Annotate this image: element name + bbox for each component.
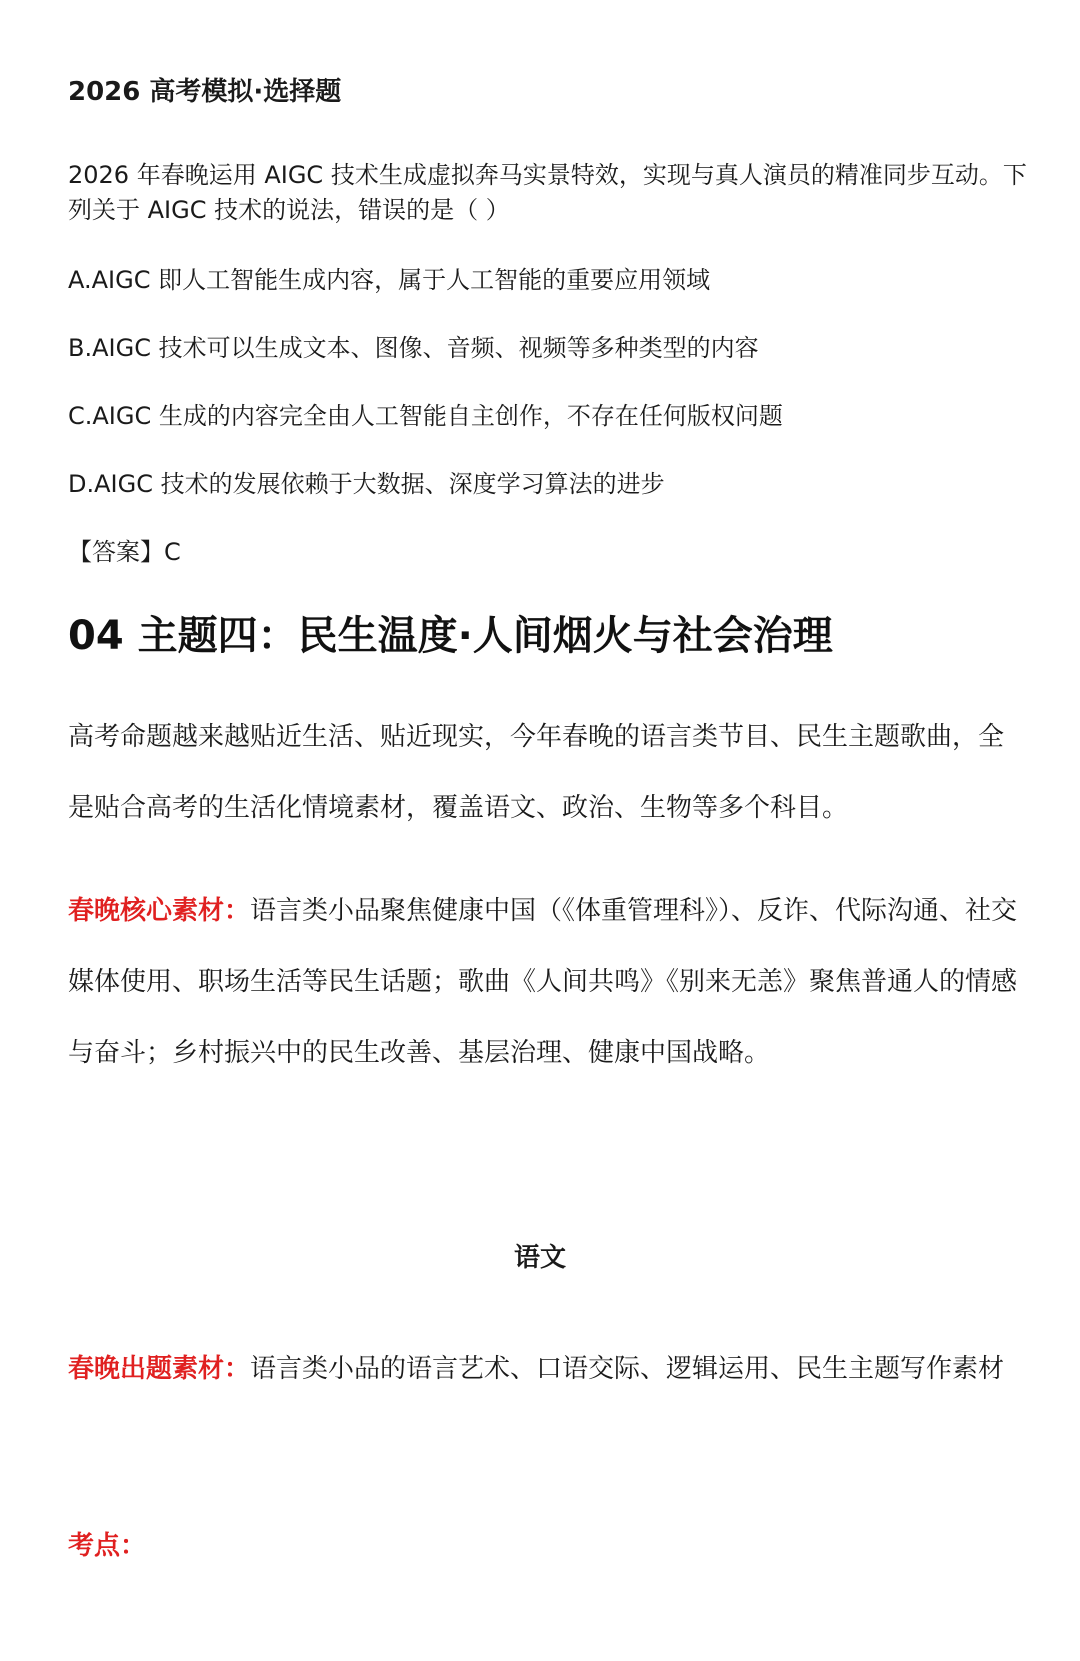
option-b: B.AIGC 技术可以生成文本、图像、音频、视频等多种类型的内容 [68,334,759,362]
subject-heading: 语文 [513,1243,566,1273]
option-c: C.AIGC 生成的内容完全由人工智能自主创作，不存在任何版权问题 [68,402,783,430]
core-material-label: 春晚核心素材： [68,896,251,926]
intro-paragraph: 高考命题越来越贴近生活、贴近现实，今年春晚的语言类节目、民生主题歌曲，全是贴合高考的生活化情境素材，覆盖语文、政治、生物等多个科目。 [68,722,1005,823]
exam-points-label: 考点： [68,1531,147,1561]
option-d: D.AIGC 技术的发展依赖于大数据、深度学习算法的进步 [68,470,665,498]
exam-points-paragraph [68,1526,1028,1566]
exam-material-paragraph [68,1334,1028,1405]
option-a: A.AIGC 即人工智能生成内容，属于人工智能的重要应用领域 [68,266,711,294]
exam-material-text: 语言类小品的语言艺术、口语交际、逻辑运用、民生主题写作素材 [250,1354,1005,1384]
core-material-text: 语言类小品聚焦健康中国（《体重管理科》）、反诈、代际沟通、社交媒体使用、职场生活等民生话题；歌曲《人间共鸣》《别来无恙》聚焦普通人的情感与奋斗；乡村振兴中的民生改善、基层治理、健康中国战略。 [68,896,1018,1068]
exam-material-label: 春晚出题素材： [68,1354,251,1384]
answer-text: 【答案】C [68,538,181,566]
core-material-paragraph [68,876,1028,1089]
question-text: 2026 年春晚运用 AIGC 技术生成虚拟奔马实景特效，实现与真人演员的精准同步互动。下列关于 AIGC 技术的说法，错误的是（ ） [68,161,1027,224]
exam-title: 2026 高考模拟·选择题 [68,77,342,107]
section-heading: 04 主题四：民生温度·人间烟火与社会治理 [68,613,833,659]
